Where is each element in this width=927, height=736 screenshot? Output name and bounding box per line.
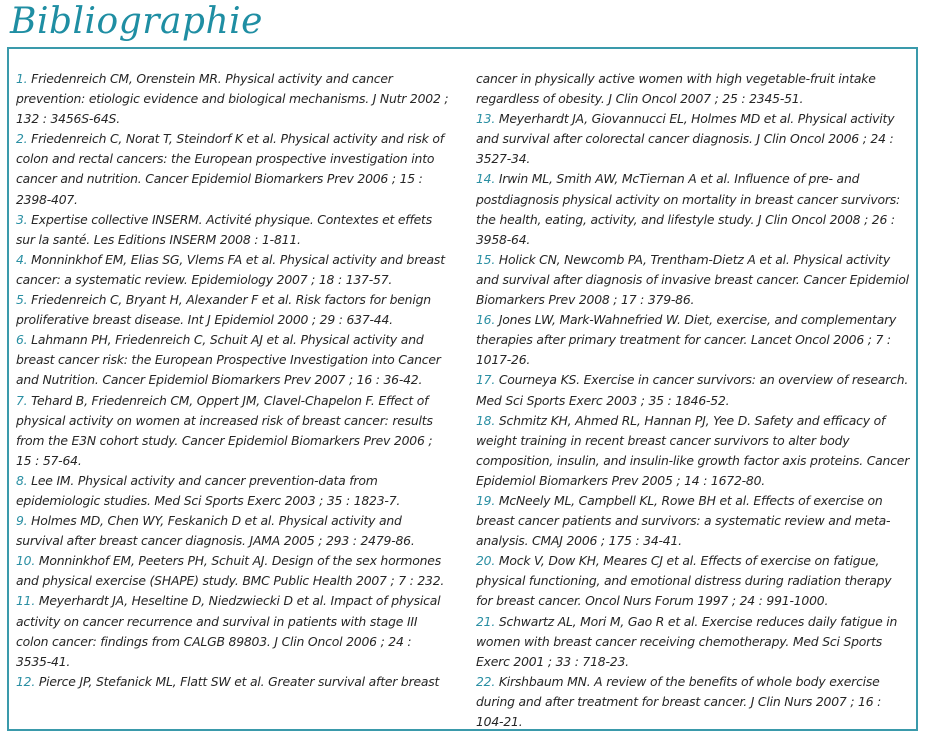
reference-7 [16,391,450,471]
right-column [476,69,910,732]
reference-number: 13. [476,111,496,127]
reference-8 [16,471,450,511]
reference-13 [476,109,910,169]
reference-17 [476,370,910,410]
reference-14 [476,169,910,249]
reference-text: Friedenreich C, Norat T, Steindorf K et al. Physical activity and risk of colon and rectal cancers: the European prospective investigation into cancer and nutrition. Cancer Epidemiol Biomarkers Prev 2006 ; 15 : 2398-407. [16,131,444,207]
reference-number: 8. [16,472,28,488]
reference-number: 11. [16,593,36,609]
reference-text: Holmes MD, Chen WY, Feskanich D et al. Physical activity and survival after breast cancer diagnosis. JAMA 2005 ; 293 : 2479-86. [16,513,415,549]
reference-4 [16,250,450,290]
reference-9 [16,511,450,551]
reference-text: Mock V, Dow KH, Meares CJ et al. Effects of exercise on fatigue, physical functioning, and emotional distress during radiation therapy for breast cancer. Oncol Nurs Forum 1997 ; 24 : 991-1000. [476,553,892,609]
reference-number: 4. [16,251,28,267]
reference-text: Holick CN, Newcomb PA, Trentham-Dietz A et al. Physical activity and survival after diagnosis of invasive breast cancer. Cancer Epidemiol Biomarkers Prev 2008 ; 17 : 379-86. [476,251,909,308]
reference-text: Schwartz AL, Mori M, Gao R et al. Exercise reduces daily fatigue in women with breast cancer receiving chemotherapy. Med Sci Sports Exerc 2001 ; 33 : 718-23. [476,613,898,669]
reference-text: Friedenreich C, Bryant H, Alexander F et al. Risk factors for benign proliferative breast disease. Int J Epidemiol 2000 ; 29 : 637-44. [16,292,431,328]
reference-number: 22. [476,673,496,689]
reference-number: 16. [476,312,496,328]
reference-6 [16,330,450,390]
reference-3 [16,210,450,250]
reference-number: 21. [476,613,496,629]
reference-18 [476,411,910,491]
left-column [16,69,450,692]
reference-text: Expertise collective INSERM. Activité physique. Contextes et effets sur la santé. Les Editions INSERM 2008 : 1-811. [16,211,432,247]
reference-number: 3. [16,211,28,227]
reference-text: Meyerhardt JA, Giovannucci EL, Holmes MD et al. Physical activity and survival after colorectal cancer diagnosis. J Clin Oncol 2006 ; 24 : 3527-34. [476,111,895,167]
reference-number: 17. [476,372,496,388]
reference-text: Jones LW, Mark-Wahnefried W. Diet, exercise, and complementary therapies after primary treatment for cancer. Lancet Oncol 2006 ; 7 : 1017-26. [476,312,897,368]
reference-text: Schmitz KH, Ahmed RL, Hannan PJ, Yee D. Safety and efficacy of weight training in recent breast cancer survivors to alter body composition, insulin, and insulin-like growth factor axis proteins. Cancer Epidemiol Biomarkers Prev 2005 ; 14 : 1672-80. [476,412,910,488]
reference-text: Friedenreich CM, Orenstein MR. Physical activity and cancer prevention: etiologic evidence and biological mechanisms. J Nutr 2002 ; 132 : 3456S-64S. [16,71,449,127]
reference-number: 9. [16,513,28,529]
reference-number: 18. [476,412,496,428]
reference-2 [16,129,450,209]
reference-number: 7. [16,392,28,408]
bibliography-frame [7,47,918,731]
reference-number: 1. [16,71,28,86]
reference-12-continued: cancer in physically active women with high vegetable-fruit intake regardless of obesity. J Clin Oncol 2007 ; 25 : 2345-51. [476,71,876,107]
reference-text: Lahmann PH, Friedenreich C, Schuit AJ et al. Physical activity and breast cancer risk: the European Prospective Investigation into Cancer and Nutrition. Cancer Epidemiol Biomarkers Prev 2007 ; 16 : 36-42. [16,332,441,388]
reference-12 [16,672,450,692]
reference-15 [476,250,910,310]
reference-number: 10. [16,553,36,569]
reference-1 [16,69,450,129]
reference-19 [476,491,910,551]
reference-10 [16,551,450,591]
reference-text: Courneya KS. Exercise in cancer survivors: an overview of research. Med Sci Sports Exerc 2003 ; 35 : 1846-52. [476,372,909,408]
reference-number: 2. [16,131,28,147]
reference-number: 15. [476,251,496,267]
reference-number: 5. [16,292,28,308]
reference-number: 12. [16,673,36,689]
reference-text: Kirshbaum MN. A review of the benefits of whole body exercise during and after treatment for breast cancer. J Clin Nurs 2007 ; 16 : 104-21. [476,673,882,729]
reference-text: Monninkhof EM, Elias SG, Vlems FA et al. Physical activity and breast cancer: a systematic review. Epidemiology 2007 ; 18 : 137-57. [16,251,445,287]
reference-text: Tehard B, Friedenreich CM, Oppert JM, Clavel-Chapelon F. Effect of physical activity on women at increased risk of breast cancer: results from the E3N cohort study. Cancer Epidemiol Biomarkers Prev 2006 ; 15 : 57-64. [16,392,433,468]
reference-21 [476,612,910,672]
reference-number: 6. [16,332,28,348]
reference-number: 19. [476,492,496,508]
reference-text: Irwin ML, Smith AW, McTiernan A et al. Influence of pre- and postdiagnosis physical activity on mortality in breast cancer survivors: the health, eating, activity, and lifestyle study. J Clin Oncol 2008 ; 26 : 3958-64. [476,171,900,247]
reference-16 [476,310,910,370]
reference-text: Monninkhof EM, Peeters PH, Schuit AJ. Design of the sex hormones and physical exercise (SHAPE) study. BMC Public Health 2007 ; 7 : 232. [16,553,445,589]
page-title: Bibliographie [10,1,263,42]
reference-text: Lee IM. Physical activity and cancer prevention-data from epidemiologic studies. Med Sci Sports Exerc 2003 ; 35 : 1823-7. [16,472,401,508]
reference-number: 20. [476,553,496,569]
reference-22 [476,672,910,732]
reference-5 [16,290,450,330]
reference-20 [476,551,910,611]
reference-11 [16,591,450,671]
reference-number: 14. [476,171,496,187]
reference-text: Pierce JP, Stefanick ML, Flatt SW et al. Greater survival after breast [35,673,440,689]
reference-text: Meyerhardt JA, Heseltine D, Niedzwiecki D et al. Impact of physical activity on cancer recurrence and survival in patients with stage III colon cancer: findings from CALGB 89803. J Clin Oncol 2006 ; 24 : 3535-41. [16,593,441,669]
reference-text: McNeely ML, Campbell KL, Rowe BH et al. Effects of exercise on breast cancer patients and survivors: a systematic review and meta-analysis. CMAJ 2006 ; 175 : 34-41. [476,492,891,549]
